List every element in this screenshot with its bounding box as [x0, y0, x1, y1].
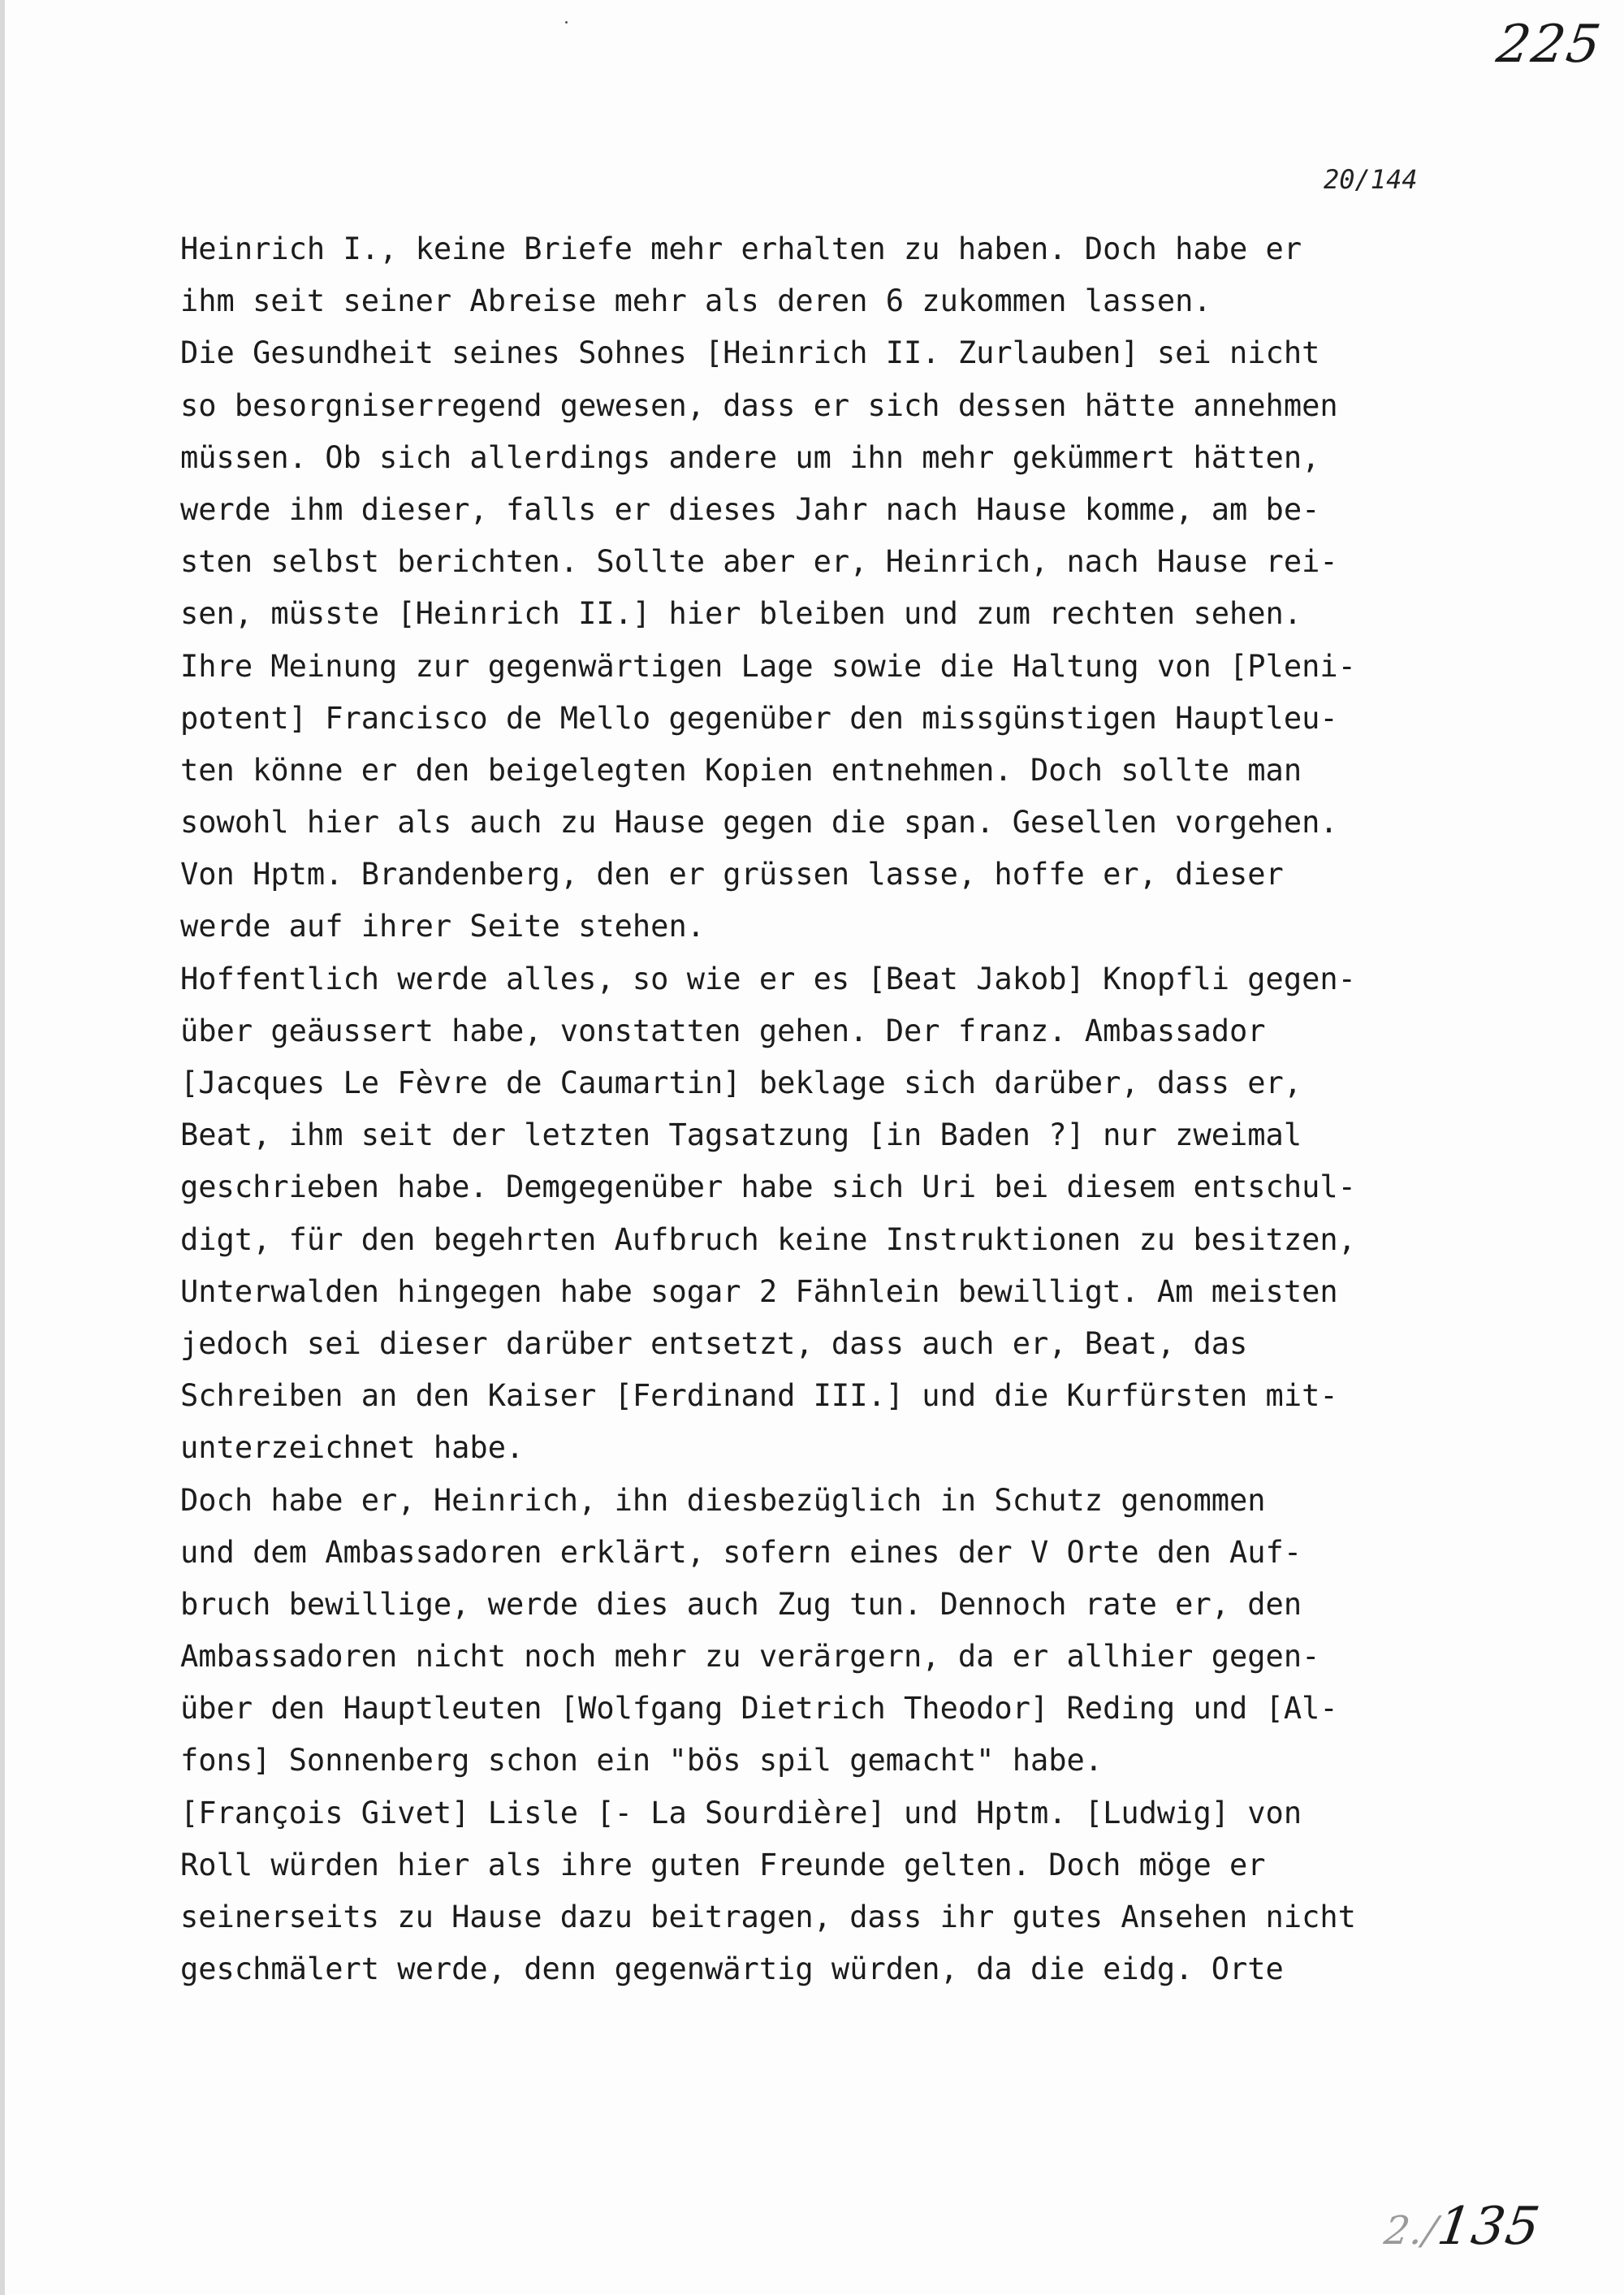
- text-line: seinerseits zu Hause dazu beitragen, dass ihr gutes Ansehen nicht: [180, 1900, 1356, 1934]
- text-line: Unterwalden hingegen habe sogar 2 Fähnlein bewilligt. Am meisten: [180, 1273, 1338, 1309]
- text-line: fons] Sonnenberg schon ein "bös spil gemacht" habe.: [180, 1743, 1104, 1779]
- text-line: müssen. Ob sich allerdings andere um ihn mehr gekümmert hätten,: [180, 439, 1320, 475]
- text-line: unterzeichnet habe.: [180, 1430, 525, 1466]
- text-line: geschmälert werde, denn gegenwärtig würden, da die eidg. Orte: [180, 1951, 1284, 1987]
- text-line: jedoch sei dieser darüber entsetzt, dass auch er, Beat, das: [180, 1325, 1248, 1361]
- text-line: sen, müsste [Heinrich II.] hier bleiben und zum rechten sehen.: [180, 596, 1302, 632]
- text-line: Hoffentlich werde alles, so wie er es [Beat Jakob] Knopfli gegen-: [180, 961, 1356, 996]
- text-line: Beat, ihm seit der letzten Tagsatzung [in Baden ?] nur zweimal: [180, 1117, 1302, 1153]
- text-line: sowohl hier als auch zu Hause gegen die span. Gesellen vorgehen.: [180, 805, 1338, 841]
- text-line: geschrieben habe. Demgegenüber habe sich Uri bei diesem entschul-: [180, 1169, 1356, 1205]
- text-line: über den Hauptleuten [Wolfgang Dietrich Theodor] Reding und [Al-: [180, 1691, 1338, 1727]
- text-line: Von Hptm. Brandenberg, den er grüssen lasse, hoffe er, dieser: [180, 857, 1284, 892]
- text-line: Roll würden hier als ihre guten Freunde gelten. Doch möge er: [180, 1847, 1266, 1882]
- text-line: bruch bewillige, werde dies auch Zug tun. Dennoch rate er, den: [180, 1586, 1302, 1622]
- text-line: ten könne er den beigelegten Kopien entnehmen. Doch sollte man: [180, 752, 1302, 788]
- text-line: sten selbst berichten. Sollte aber er, Heinrich, nach Hause rei-: [180, 544, 1338, 580]
- text-line: potent] Francisco de Mello gegenüber den missgünstigen Hauptleu-: [180, 700, 1338, 736]
- handwritten-folio-number-top: 225: [1492, 15, 1606, 75]
- text-line: Ambassadoren nicht noch mehr zu verärgern, da er allhier gegen-: [180, 1639, 1320, 1675]
- text-line: Die Gesundheit seines Sohnes [Heinrich II. Zurlauben] sei nicht: [180, 335, 1320, 371]
- page-reference: 20/144: [1324, 164, 1418, 195]
- text-line: [Jacques Le Fèvre de Caumartin] beklage sich darüber, dass er,: [180, 1065, 1302, 1100]
- text-line: Heinrich I., keine Briefe mehr erhalten zu haben. Doch habe er: [180, 231, 1302, 266]
- text-line: werde ihm dieser, falls er dieses Jahr nach Hause komme, am be-: [180, 491, 1320, 527]
- handwritten-folio-number-bottom: [1381, 2197, 1544, 2257]
- text-line: digt, für den begehrten Aufbruch keine Instruktionen zu besitzen,: [180, 1221, 1356, 1257]
- text-line: werde auf ihrer Seite stehen.: [180, 909, 706, 944]
- faint-folio-mark: 2./: [1381, 2208, 1441, 2254]
- text-line: über geäussert habe, vonstatten gehen. Der franz. Ambassador: [180, 1013, 1266, 1048]
- text-line: und dem Ambassadoren erklärt, sofern eines der V Orte den Auf-: [180, 1534, 1302, 1570]
- text-line: Ihre Meinung zur gegenwärtigen Lage sowie die Haltung von [Pleni-: [180, 648, 1356, 684]
- body-text: [180, 223, 1479, 1995]
- paper-speck: [565, 21, 568, 24]
- folio-number: 135: [1433, 2197, 1544, 2257]
- text-line: Doch habe er, Heinrich, ihn diesbezüglich in Schutz genommen: [180, 1482, 1266, 1518]
- text-line: [François Givet] Lisle [- La Sourdière] und Hptm. [Ludwig] von: [180, 1795, 1302, 1830]
- text-line: so besorgniserregend gewesen, dass er sich dessen hätte annehmen: [180, 387, 1338, 423]
- text-line: ihm seit seiner Abreise mehr als deren 6 zukommen lassen.: [180, 283, 1212, 319]
- text-line: Schreiben an den Kaiser [Ferdinand III.] und die Kurfürsten mit-: [180, 1378, 1338, 1414]
